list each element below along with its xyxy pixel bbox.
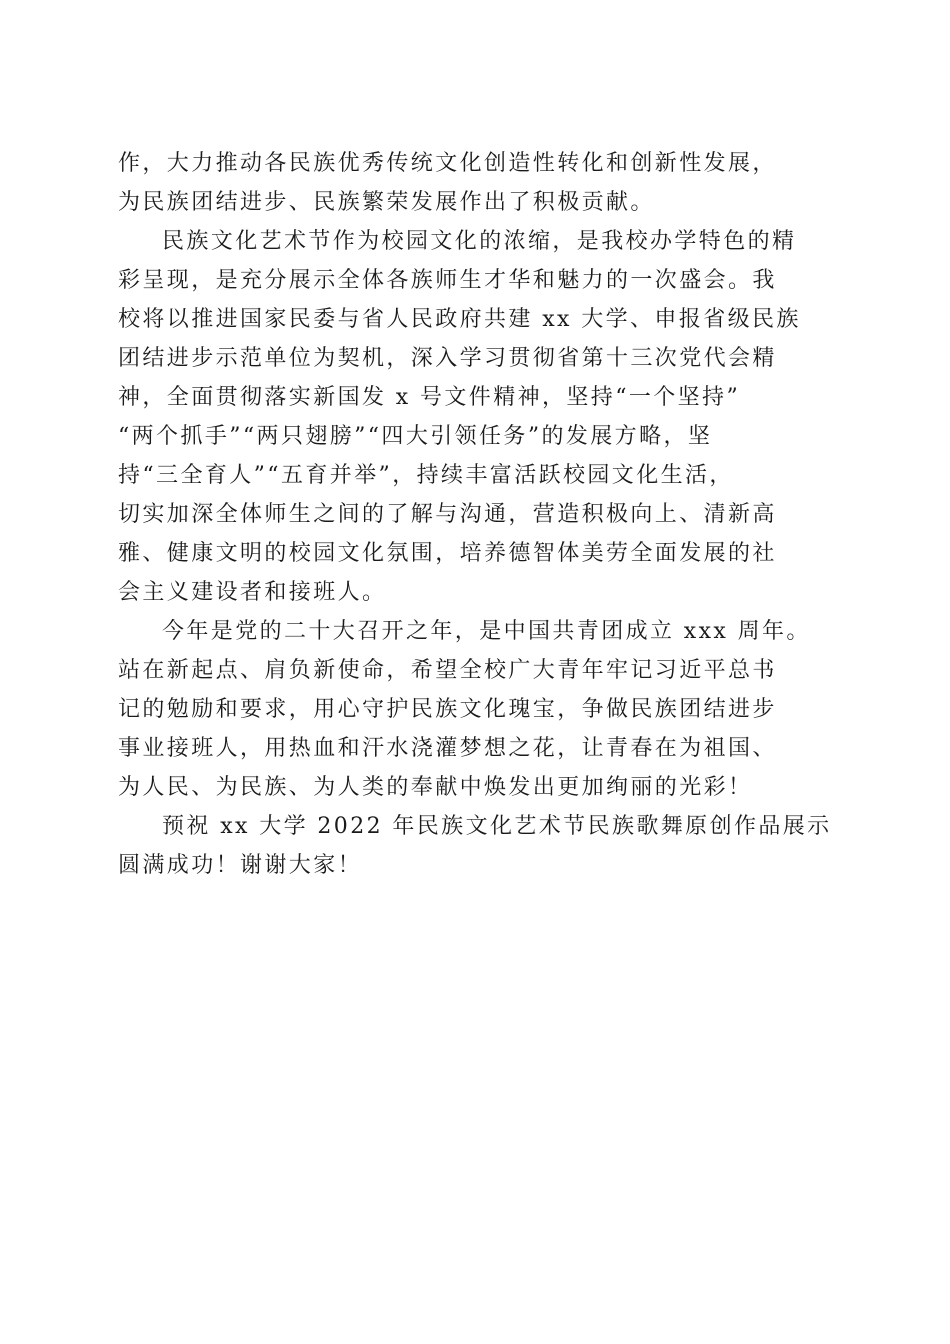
text-line: 团结进步示范单位为契机，深入学习贯彻省第十三次党代会精 <box>118 346 777 371</box>
text-line: 为人民、为民族、为人类的奉献中焕发出更加绚丽的光彩！ <box>118 775 753 800</box>
text-line: 作，大力推动各民族优秀传统文化创造性转化和创新性发展， <box>118 151 777 176</box>
text-line: 预祝 xx 大学 2022 年民族文化艺术节民族歌舞原创作品展示 <box>162 814 832 839</box>
text-line: 雅、健康文明的校园文化氛围，培养德智体美劳全面发展的社 <box>118 541 777 566</box>
text-line: 持“三全育人”“五育并举”，持续丰富活跃校园文化生活， <box>118 463 734 488</box>
text-line: 神，全面贯彻落实新国发 x 号文件精神，坚持“一个坚持” <box>118 385 741 410</box>
text-line: 民族文化艺术节作为校园文化的浓缩，是我校办学特色的精 <box>162 229 797 254</box>
paragraph-continuation <box>118 144 830 222</box>
text-line: 为民族团结进步、民族繁荣发展作出了积极贡献。 <box>118 190 655 215</box>
body-text <box>118 144 830 885</box>
text-line: 站在新起点、肩负新使命，希望全校广大青年牢记习近平总书 <box>118 658 777 683</box>
text-line: 圆满成功！谢谢大家！ <box>118 853 363 878</box>
text-line: 彩呈现，是充分展示全体各族师生才华和魅力的一次盛会。我 <box>118 268 777 293</box>
paragraph-youth <box>118 612 830 807</box>
text-line: 校将以推进国家民委与省人民政府共建 xx 大学、申报省级民族 <box>118 307 801 332</box>
paragraph-closing <box>118 807 830 885</box>
text-line: 记的勉励和要求，用心守护民族文化瑰宝，争做民族团结进步 <box>118 697 777 722</box>
text-line: “两个抓手”“两只翅膀”“四大引领任务”的发展方略，坚 <box>118 424 713 449</box>
text-line: 事业接班人，用热血和汗水浇灌梦想之花，让青春在为祖国、 <box>118 736 777 761</box>
text-line: 会主义建设者和接班人。 <box>118 580 387 605</box>
text-line: 切实加深全体师生之间的了解与沟通，营造积极向上、清新高 <box>118 502 777 527</box>
paragraph-festival <box>118 222 830 612</box>
text-line: 今年是党的二十大召开之年，是中国共青团成立 xxx 周年。 <box>162 619 811 644</box>
